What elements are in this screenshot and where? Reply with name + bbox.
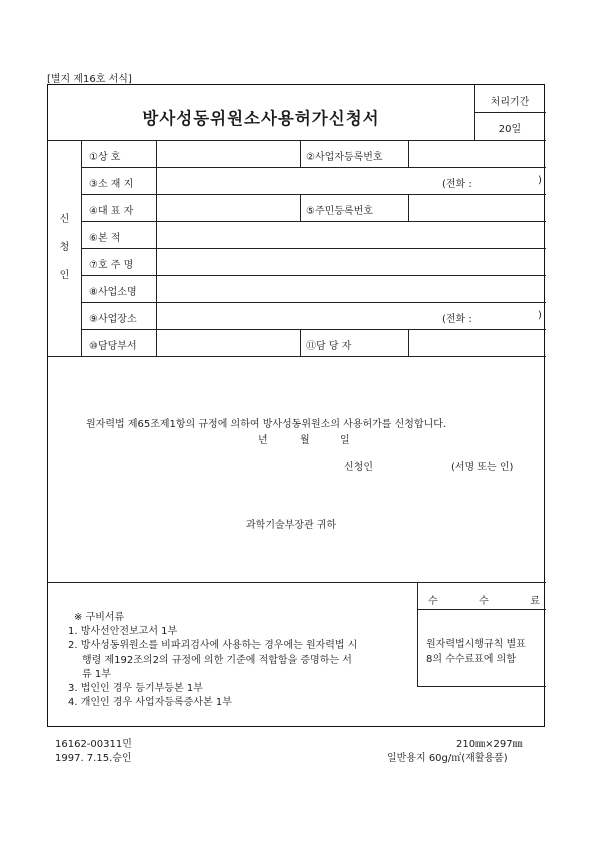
divider (474, 112, 546, 113)
label-resident-no: ⑤주민등록번호 (306, 206, 373, 217)
date-day-label: 일 (340, 435, 350, 446)
label-workplace: ⑨사업장소 (89, 314, 137, 325)
label-business-name: ①상 호 (89, 152, 121, 163)
document-item: 1. 방사선안전보고서 1부 (68, 626, 178, 637)
person-in-charge-field[interactable] (409, 330, 545, 355)
department-field[interactable] (157, 330, 299, 355)
documents-heading: ※ 구비서류 (74, 612, 125, 623)
form-code: 16162-00311민 (55, 739, 132, 750)
business-name-field[interactable] (157, 141, 299, 166)
office-name-field[interactable] (157, 276, 545, 301)
date-year-label: 년 (258, 435, 268, 446)
label-location: ③소 재 지 (89, 179, 134, 190)
paper-type: 일반용지 60g/㎡(재활용품) (387, 753, 508, 764)
form-title: 방사성동위원소사용허가신청서 (142, 109, 380, 128)
applicant-label: 신청인 (344, 462, 373, 473)
location-field[interactable] (157, 168, 437, 193)
business-reg-no-field[interactable] (409, 141, 545, 166)
document-item: 3. 법인인 경우 등기부등본 1부 (68, 683, 203, 694)
application-form (47, 84, 545, 727)
divider (417, 609, 546, 610)
fee-text-line1: 원자력법시행규칙 별표 (426, 639, 526, 650)
location-phone-label: (전화 : (442, 179, 472, 190)
fee-header-char: 수 (428, 596, 438, 607)
label-office-name: ⑧사업소명 (89, 287, 137, 298)
label-household-head: ⑦호 주 명 (89, 260, 134, 271)
paper-size: 210㎜×297㎜ (456, 739, 523, 750)
applicant-side-label-2: 청 (59, 242, 70, 253)
workplace-field[interactable] (157, 303, 437, 328)
processing-label: 처리기간 (490, 97, 530, 108)
divider (417, 582, 418, 686)
applicant-side-label-3: 인 (59, 270, 70, 281)
divider (48, 582, 546, 583)
document-item: 2. 방사성동위원소를 비파괴검사에 사용하는 경우에는 원자력법 시 (68, 640, 358, 651)
date-month-label: 월 (300, 435, 310, 446)
document-item: 행령 제192조의2의 규정에 의한 기준에 적합함을 증명하는 서 (82, 655, 352, 666)
label-person-in-charge: ⑪담 당 자 (306, 341, 352, 352)
fee-header (428, 592, 540, 607)
fee-text-line2: 8의 수수료표에 의함 (426, 654, 516, 665)
household-head-field[interactable] (157, 249, 545, 274)
processing-value: 20일 (498, 124, 522, 135)
document-item: 4. 개인인 경우 사업자등록증사본 1부 (68, 697, 232, 708)
fee-header-char: 수 (479, 596, 489, 607)
approval-date: 1997. 7.15.승인 (55, 753, 132, 764)
location-phone-close: ) (538, 175, 542, 186)
divider (417, 686, 546, 687)
label-registered-domicile: ⑥본 적 (89, 233, 121, 244)
label-department: ⑩담당부서 (89, 341, 137, 352)
workplace-phone-close: ) (538, 310, 542, 321)
divider (300, 140, 301, 167)
divider (48, 356, 546, 357)
fee-header-char: 료 (530, 596, 540, 607)
label-business-reg-no: ②사업자등록번호 (306, 152, 383, 163)
document-item: 류 1부 (82, 669, 111, 680)
application-statement: 원자력법 제65조제1항의 규정에 의하여 방사성동위원소의 사용허가를 신청합니다. (86, 419, 447, 430)
form-label: [별지 제16호 서식] (47, 74, 132, 85)
representative-field[interactable] (157, 195, 299, 220)
divider (81, 140, 82, 356)
resident-no-field[interactable] (409, 195, 545, 220)
recipient: 과학기술부장관 귀하 (246, 520, 337, 531)
label-representative: ④대 표 자 (89, 206, 134, 217)
signature-label: (서명 또는 인) (451, 462, 514, 473)
registered-domicile-field[interactable] (157, 222, 545, 247)
applicant-side-label-1: 신 (59, 214, 70, 225)
divider (300, 329, 301, 356)
divider (300, 194, 301, 221)
workplace-phone-label: (전화 : (442, 314, 472, 325)
